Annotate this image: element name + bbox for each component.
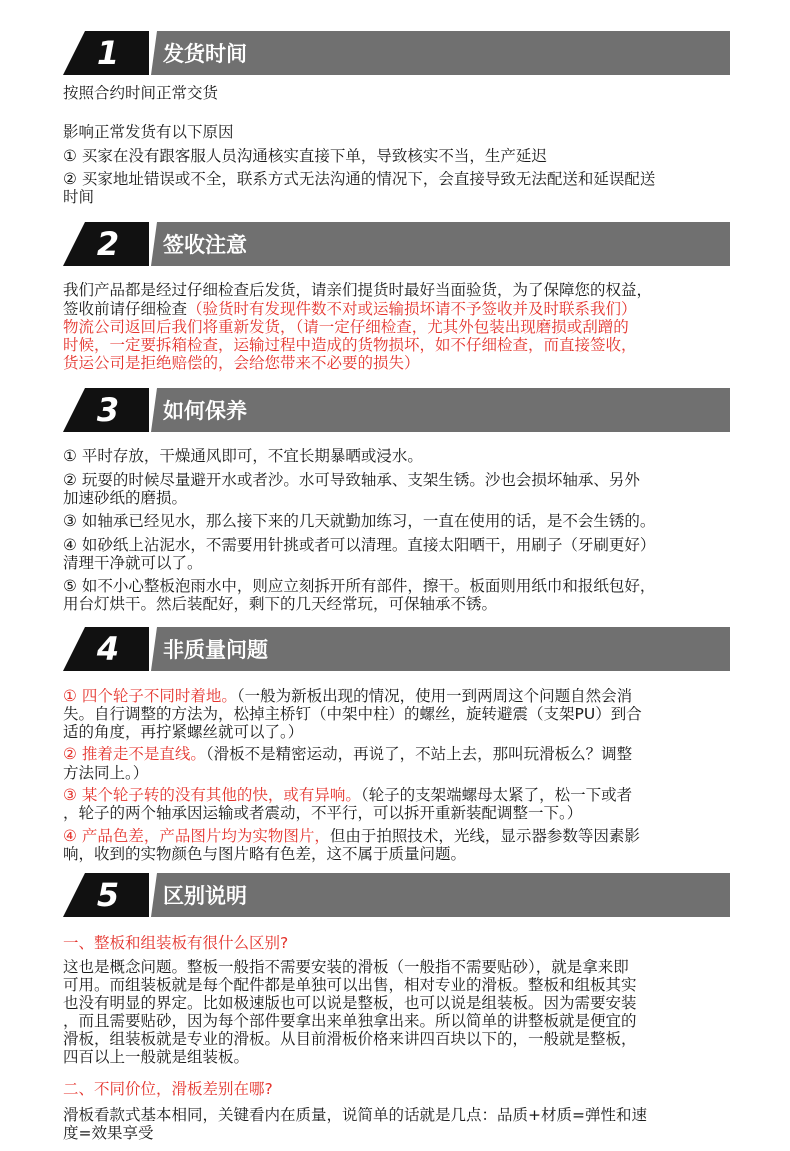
text: （一般为新板出现的情况，使用一到两周这个问题自然会消 bbox=[236, 687, 633, 705]
section-number: 1 bbox=[96, 34, 120, 72]
list-item bbox=[63, 745, 733, 763]
paragraph: 我们产品都是经过仔细检查后发货，请亲们提货时最好当面验货，为了保障您的权益， bbox=[63, 281, 653, 299]
text: 但由于拍照技术，光线，显示器参数等因素影 bbox=[329, 827, 640, 845]
question-heading: 一、整板和组装板有很什么区别? bbox=[63, 934, 289, 952]
text: （滑板不是精密运动，再说了，不站上去，那叫玩滑板么？调整 bbox=[205, 745, 633, 763]
text: （轮子的支架端螺母太紧了，松一下或者 bbox=[360, 786, 633, 804]
list-item: ② 玩耍的时候尽量避开水或者沙。水可导致轴承、支架生锈。沙也会损坏轴承、另外 bbox=[63, 471, 640, 489]
warning-text: 货运公司是拒绝赔偿的，会给您带来不必要的损失） bbox=[63, 354, 420, 372]
section-header-1 bbox=[63, 31, 730, 75]
section-title: 非质量问题 bbox=[163, 638, 268, 662]
answer-line: 可用。而组装板就是每个配件都是单独可以出售，相对专业的滑板。整板和组板其实 bbox=[63, 976, 637, 994]
list-item bbox=[63, 827, 733, 845]
section-header-2 bbox=[63, 222, 730, 266]
list-item-cont: 方法同上。） bbox=[63, 764, 149, 782]
section-title: 区别说明 bbox=[163, 884, 247, 908]
issue-title: ④ 产品色差，产品图片均为实物图片， bbox=[63, 827, 330, 845]
list-item: ④ 如砂纸上沾泥水，不需要用针挑或者可以清理。直接太阳晒干，用刷子（牙刷更好） bbox=[63, 536, 656, 554]
list-item-cont: 适的角度，再拧紧螺丝就可以了。） bbox=[63, 723, 304, 741]
answer-line: 度=效果享受 bbox=[63, 1124, 154, 1142]
list-item-cont: 时间 bbox=[63, 188, 95, 206]
answer-line: 滑板，组装板就是专业的滑板。从目前滑板价格来讲四百块以下的，一般就是整板， bbox=[63, 1030, 637, 1048]
answer-line: 滑板看款式基本相同，关键看内在质量，说简单的话就是几点：品质+材质=弹性和速 bbox=[63, 1106, 647, 1124]
warning-text: （验货时有发现件数不对或运输损坏请不予签收并及时联系我们） bbox=[187, 300, 637, 318]
answer-line: 也没有明显的界定。比如极速版也可以说是整板，也可以说是组装板。因为需要安装 bbox=[63, 994, 637, 1012]
section-header-5 bbox=[63, 873, 730, 917]
section-title: 发货时间 bbox=[163, 42, 247, 66]
list-item-cont: 清理干净就可以了。 bbox=[63, 554, 203, 572]
issue-title: ② 推着走不是直线。 bbox=[63, 745, 206, 763]
list-item bbox=[63, 687, 733, 705]
list-item: ① 买家在没有跟客服人员沟通核实直接下单，导致核实不当，生产延迟 bbox=[63, 147, 547, 165]
warning-text: 物流公司返回后我们将重新发货， bbox=[63, 318, 296, 336]
list-item: ⑤ 如不小心整板泡雨水中，则应立刻拆开所有部件，擦干。板面则用纸巾和报纸包好， bbox=[63, 577, 656, 595]
warning-text: （请一定仔细检查，尤其外包装出现磨损或刮蹭的 bbox=[295, 318, 629, 336]
text: 签收前请仔细检查 bbox=[63, 300, 188, 318]
list-item-cont: 加速砂纸的磨损。 bbox=[63, 489, 188, 507]
section-header-3 bbox=[63, 388, 730, 432]
issue-title: ① 四个轮子不同时着地。 bbox=[63, 687, 237, 705]
section-title: 如何保养 bbox=[163, 399, 247, 423]
list-item: ② 买家地址错误或不全，联系方式无法沟通的情况下，会直接导致无法配送和延误配送 bbox=[63, 170, 656, 188]
list-item-cont: ，轮子的两个轴承因运输或者震动，不平行，可以拆开重新装配调整一下。） bbox=[63, 804, 583, 822]
section-number: 5 bbox=[96, 876, 120, 914]
answer-line: 这也是概念问题。整板一般指不需要安装的滑板（一般指不需要贴砂），就是拿来即 bbox=[63, 958, 629, 976]
list-item-cont: 用台灯烘干。然后装配好，剩下的几天经常玩，可保轴承不锈。 bbox=[63, 595, 498, 613]
list-item-cont: 失。自行调整的方法为，松掉主桥钉（中架中柱）的螺丝，旋转避震（支架PU）到合 bbox=[63, 705, 642, 723]
answer-line: 四百以上一般就是组装板。 bbox=[63, 1048, 250, 1066]
paragraph: 按照合约时间正常交货 bbox=[63, 84, 219, 102]
answer-line: ，而且需要贴砂，因为每个部件要拿出来单独拿出来。所以简单的讲整板就是便宜的 bbox=[63, 1012, 637, 1030]
section-number: 2 bbox=[96, 225, 120, 263]
warning-paragraph bbox=[63, 318, 733, 336]
paragraph: 影响正常发货有以下原因 bbox=[63, 123, 234, 141]
list-item-cont: 响，收到的实物颜色与图片略有色差，这不属于质量问题。 bbox=[63, 845, 467, 863]
list-item bbox=[63, 786, 733, 804]
paragraph bbox=[63, 300, 733, 318]
section-number: 3 bbox=[96, 391, 120, 429]
list-item: ③ 如轴承已经见水，那么接下来的几天就勤加练习，一直在使用的话，是不会生锈的。 bbox=[63, 512, 656, 530]
section-number: 4 bbox=[96, 630, 120, 668]
warning-text: 时候，一定要拆箱检查，运输过程中造成的货物损坏，如不仔细检查，而直接签收， bbox=[63, 336, 637, 354]
question-heading: 二、不同价位，滑板差别在哪? bbox=[63, 1080, 273, 1098]
list-item: ① 平时存放，干燥通风即可，不宜长期暴晒或浸水。 bbox=[63, 447, 423, 465]
section-header-4 bbox=[63, 627, 730, 671]
issue-title: ③ 某个轮子转的没有其他的快，或有异响。 bbox=[63, 786, 361, 804]
section-title: 签收注意 bbox=[163, 233, 247, 257]
